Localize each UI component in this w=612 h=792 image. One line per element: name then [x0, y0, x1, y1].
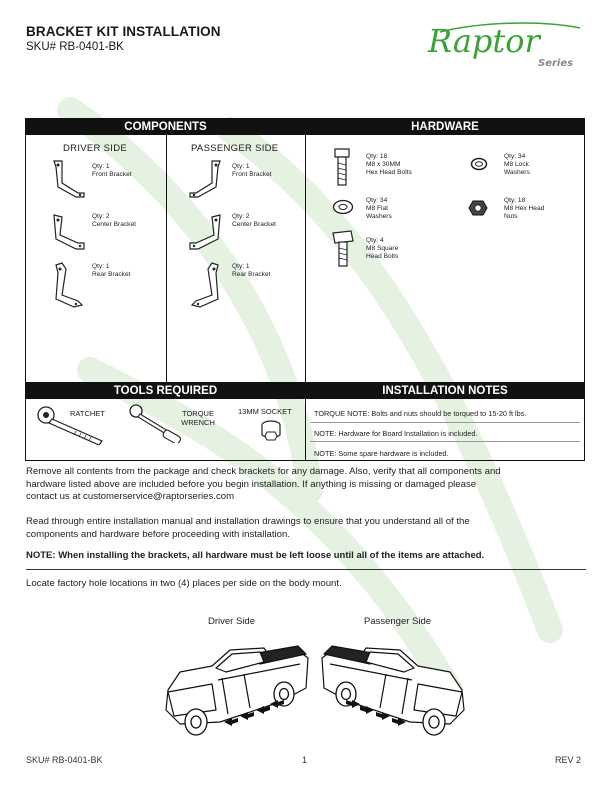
square-bolt-spec: M8 Square — [366, 245, 399, 252]
driver-rear-qty: Qty: 1 — [92, 263, 110, 270]
logo-subtitle: Series — [538, 58, 574, 69]
passenger-side-label: Passenger Side — [364, 616, 432, 627]
front-bracket-icon — [186, 157, 226, 201]
passenger-rear-qty: Qty: 1 — [232, 263, 250, 270]
ratchet-label: RATCHET — [70, 409, 105, 418]
flat-washer-qty: Qty: 34 — [366, 197, 388, 204]
hex-nut-icon — [468, 199, 488, 217]
flat-washer-spec: M8 Flat — [366, 205, 388, 212]
hex-bolt-qty: Qty: 18 — [366, 153, 388, 160]
section-divider — [26, 569, 586, 570]
flat-washer-name: Washers — [366, 213, 392, 220]
footer-sku: SKU# RB-0401-BK — [26, 755, 103, 765]
passenger-center-name: Center Bracket — [232, 221, 276, 228]
hex-bolt-spec: M8 x 30MM — [366, 161, 401, 168]
driver-center-name: Center Bracket — [92, 221, 136, 228]
lock-washer-spec: M8 Lock — [504, 161, 529, 168]
torque-label-line2: WRENCH — [181, 418, 215, 427]
driver-side-truck-illustration — [160, 630, 310, 740]
passenger-front-qty: Qty: 1 — [232, 163, 250, 170]
flat-washer-icon — [332, 199, 354, 215]
lock-washer-icon — [470, 157, 488, 171]
step-instruction: Locate factory hole locations in two (4) places per side on the body mount. — [26, 578, 342, 589]
torque-note: TORQUE NOTE: Bolts and nuts should be torqued to 15-20 ft lbs. — [314, 409, 527, 418]
raptor-series-logo — [420, 18, 590, 74]
driver-rear-name: Rear Bracket — [92, 271, 131, 278]
notes-header: INSTALLATION NOTES — [306, 383, 584, 399]
passenger-front-name: Front Bracket — [232, 171, 272, 178]
square-bolt-qty: Qty: 4 — [366, 237, 384, 244]
hex-nut-spec: M8 Hex Head — [504, 205, 545, 212]
kit-contents-table — [25, 118, 585, 461]
hex-nut-qty: Qty: 18 — [504, 197, 526, 204]
driver-front-qty: Qty: 1 — [92, 163, 110, 170]
socket-icon — [258, 419, 284, 443]
intro-paragraph — [26, 466, 586, 504]
hex-nut-name: Nuts — [504, 213, 518, 220]
document-title: BRACKET KIT INSTALLATION — [26, 24, 221, 39]
tools-header: TOOLS REQUIRED — [26, 383, 305, 399]
passenger-side-heading: PASSENGER SIDE — [191, 143, 279, 154]
lock-washer-qty: Qty: 34 — [504, 153, 526, 160]
square-bolt-name: Head Bolts — [366, 253, 399, 260]
sku-label: SKU# RB-0401-BK — [26, 41, 124, 53]
torque-wrench-label — [178, 409, 218, 427]
logo-wordmark: Raptor — [428, 22, 540, 60]
passenger-center-qty: Qty: 2 — [232, 213, 250, 220]
rear-bracket-icon — [48, 261, 88, 309]
passenger-rear-name: Rear Bracket — [232, 271, 271, 278]
spare-note: NOTE: Some spare hardware is included. — [314, 449, 449, 458]
center-bracket-icon — [186, 211, 226, 255]
driver-center-qty: Qty: 2 — [92, 213, 110, 220]
hex-bolt-name: Hex Head Bolts — [366, 169, 412, 176]
front-bracket-icon — [48, 157, 88, 201]
revision-label: REV 2 — [555, 755, 582, 765]
hardware-header: HARDWARE — [306, 119, 584, 135]
intro-line: Remove all contents from the package and check brackets for any damage. Also, verify that all components and — [26, 466, 501, 477]
driver-side-label: Driver Side — [208, 616, 255, 627]
passenger-side-truck-illustration — [320, 630, 470, 740]
center-bracket-icon — [48, 211, 88, 255]
manual-line: components and hardware before proceeding with installation. — [26, 528, 290, 540]
driver-front-name: Front Bracket — [92, 171, 132, 178]
intro-line: contact us at customerservice@raptorseries.com — [26, 491, 235, 503]
components-header: COMPONENTS — [26, 119, 305, 135]
square-bolt-icon — [330, 229, 356, 269]
socket-label: 13MM SOCKET — [238, 407, 292, 416]
intro-line: hardware listed above are included before you begin installation. If anything is missing or damaged please — [26, 478, 477, 490]
manual-line: Read through entire installation manual and installation drawings to ensure that you understand all of the — [26, 516, 470, 527]
loose-hardware-warning: NOTE: When installing the brackets, all hardware must be left loose until all of the items are attached. — [26, 550, 485, 561]
hex-bolt-icon — [332, 147, 352, 187]
hardware-note: NOTE: Hardware for Board Installation is included. — [314, 429, 478, 438]
rear-bracket-icon — [186, 261, 226, 309]
driver-side-heading: DRIVER SIDE — [63, 143, 128, 154]
lock-washer-name: Washers — [504, 169, 530, 176]
page-number: 1 — [302, 755, 308, 765]
torque-label-line1: TORQUE — [182, 409, 214, 418]
manual-paragraph — [26, 516, 586, 541]
